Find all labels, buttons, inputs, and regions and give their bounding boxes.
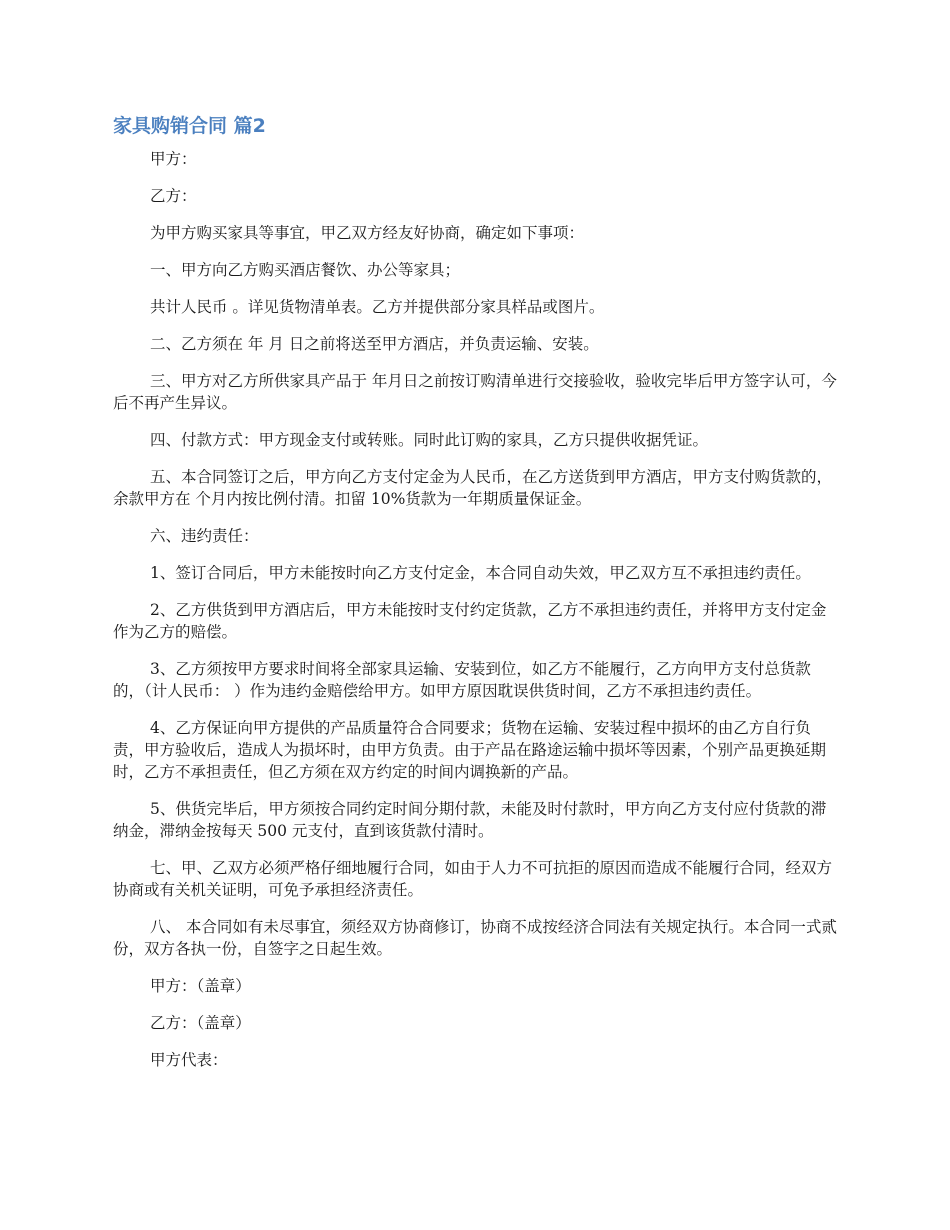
party-a-line: 甲方： [150, 150, 197, 168]
document-page [113, 112, 841, 1086]
clause-4: 四、付款方式：甲方现金支付或转账。同时此订购的家具，乙方只提供收据凭证。 [150, 431, 709, 449]
clause-8: 八、 本合同如有未尽事宜，须经双方协商修订，协商不成按经济合同法有关规定执行。本合同一式贰份，双方各执一份，自签字之日起生效。 [113, 918, 837, 958]
clause-7: 七、甲、乙双方必须严格仔细地履行合同，如由于人力不可抗拒的原因而造成不能履行合同，经双方协商或有关机关证明，可免予承担经济责任。 [113, 859, 833, 899]
clause-5: 五、本合同签订之后，甲方向乙方支付定金为人民币，在乙方送货到甲方酒店，甲方支付购货款的，余款甲方在 个月内按比例付清。扣留 10%货款为一年期质量保证金。 [113, 468, 833, 508]
clause-1: 一、甲方向乙方购买酒店餐饮、办公等家具； [150, 261, 461, 279]
clause-2: 二、乙方须在 年 月 日之前将送至甲方酒店，并负责运输、安装。 [150, 335, 599, 353]
clause-6-heading: 六、违约责任： [150, 527, 259, 545]
clause-6-item-1: 1、签订合同后，甲方未能按时向乙方支付定金，本合同自动失效，甲乙双方互不承担违约责任。 [150, 564, 811, 582]
clause-6-item-5: 5、供货完毕后，甲方须按合同约定时间分期付款，未能及时付款时，甲方向乙方支付应付货款的滞纳金，滞纳金按每天 500 元支付，直到该货款付清时。 [113, 800, 827, 840]
clause-1-total: 共计人民币 。详见货物清单表。乙方并提供部分家具样品或图片。 [150, 298, 605, 316]
clause-3: 三、甲方对乙方所供家具产品于 年月日之前按订购清单进行交接验收，验收完毕后甲方签字认可，今后不再产生异议。 [113, 372, 837, 412]
party-a-representative-line: 甲方代表： [150, 1051, 228, 1069]
clause-6-item-2: 2、乙方供货到甲方酒店后，甲方未能按时支付约定货款，乙方不承担违约责任，并将甲方支付定金作为乙方的赔偿。 [113, 601, 827, 641]
party-b-seal-line: 乙方：（盖章） [150, 1014, 251, 1032]
party-a-seal-line: 甲方：（盖章） [150, 977, 251, 995]
clause-6-item-4: 4、乙方保证向甲方提供的产品质量符合合同要求；货物在运输、安装过程中损坏的由乙方自行负责，甲方验收后，造成人为损坏时，由甲方负责。由于产品在路途运输中损坏等因素，个别产品更换延期时，乙方不承担责任，但乙方须在双方约定的时间内调换新的产品。 [113, 719, 827, 781]
party-b-line: 乙方： [150, 187, 197, 205]
clause-6-item-3: 3、乙方须按甲方要求时间将全部家具运输、安装到位，如乙方不能履行，乙方向甲方支付总货款的，（计人民币： ）作为违约金赔偿给甲方。如甲方原因耽误供货时间，乙方不承担违约责任。 [113, 660, 811, 700]
intro-paragraph: 为甲方购买家具等事宜，甲乙双方经友好协商，确定如下事项： [150, 224, 585, 242]
document-title: 家具购销合同 篇2 [113, 115, 266, 137]
